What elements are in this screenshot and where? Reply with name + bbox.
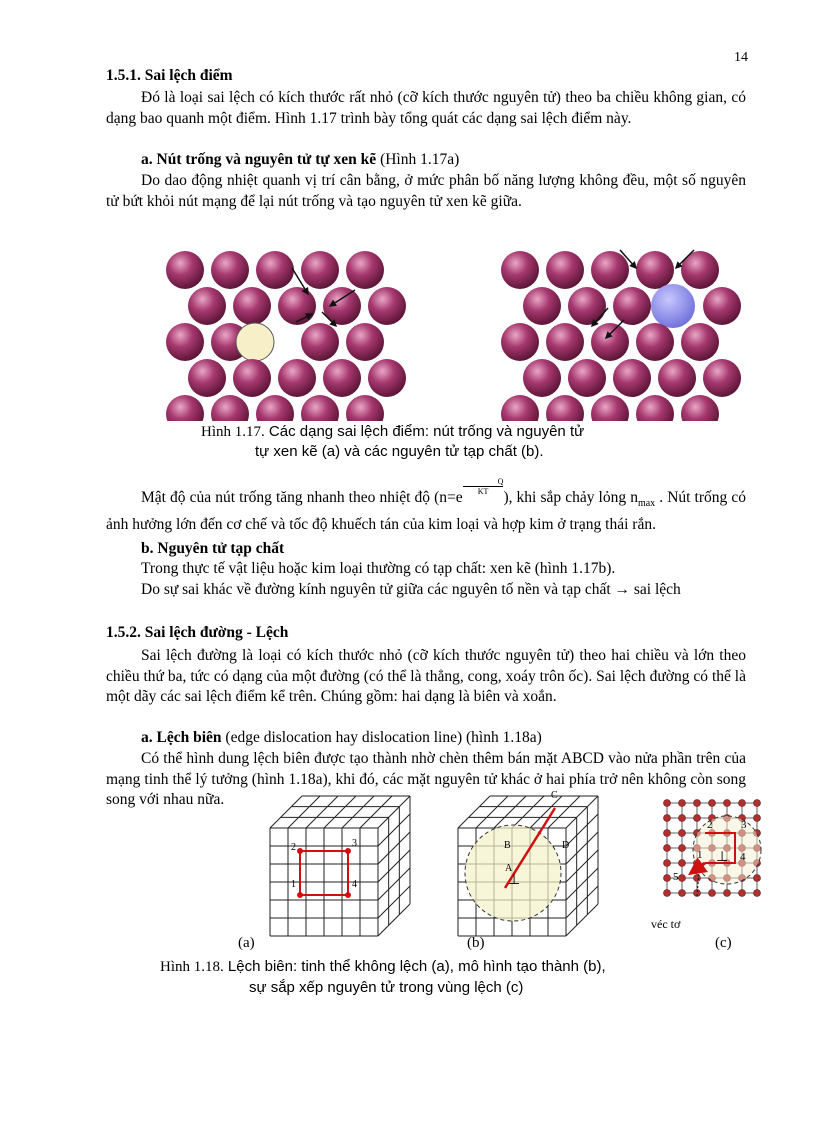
page-number: 14 <box>734 50 748 65</box>
atom <box>346 395 384 421</box>
atom <box>301 323 339 361</box>
point-label: D <box>562 840 570 851</box>
point-label: 2 <box>291 842 296 853</box>
atom <box>694 875 701 882</box>
exponent-fraction: $\frac{Q}{KT}$ <box>463 477 504 496</box>
atom <box>694 800 701 807</box>
atom <box>703 287 741 325</box>
impurity-paragraph-1: Trong thực tế vật liệu hoặc kim loại thường có tạp chất: xen kẽ (hình 1.17b). <box>141 560 616 577</box>
point-label: B <box>504 840 511 851</box>
atom <box>613 359 651 397</box>
point-label: 3 <box>741 819 747 831</box>
atom <box>591 395 629 421</box>
atom <box>679 860 686 867</box>
atom <box>211 251 249 289</box>
subfigure-label-b: (b) <box>467 935 485 951</box>
atom <box>346 251 384 289</box>
atom <box>233 359 271 397</box>
atom <box>568 359 606 397</box>
section-1-5-1-paragraph: Đó là loại sai lệch có kích thước rất nhỏ (cỡ kích thước nguyên tử) theo ba chiều không gian, có dạng bao quanh một điểm. Hình 1.17 trình bày tổng quát các dạng sai lệch điểm này. <box>106 89 746 127</box>
atom <box>346 323 384 361</box>
section-heading-1-5-1: 1.5.1. Sai lệch điểm <box>106 67 233 84</box>
atom <box>664 875 671 882</box>
subheading-impurity: b. Nguyên tử tạp chất <box>141 540 285 557</box>
atom <box>368 287 406 325</box>
atom <box>681 395 719 421</box>
atom <box>188 287 226 325</box>
atom <box>301 395 339 421</box>
subheading-vacancy: a. Nút trống và nguyên tử tự xen kẽ <box>141 151 377 168</box>
atom <box>754 815 761 822</box>
atom <box>166 323 204 361</box>
atom <box>166 251 204 289</box>
figure-1-17-caption-line1: Hình 1.17. Các dạng sai lệch điểm: nút trống và nguyên tử <box>201 423 585 440</box>
atom <box>664 800 671 807</box>
figure-1-18a-cube <box>270 796 410 936</box>
atom <box>664 830 671 837</box>
point-label: 1 <box>291 879 296 890</box>
atom <box>546 395 584 421</box>
atom <box>754 875 761 882</box>
atom <box>724 890 731 897</box>
atom <box>636 395 674 421</box>
atom <box>679 800 686 807</box>
atom <box>568 287 606 325</box>
atom <box>278 359 316 397</box>
atom <box>739 890 746 897</box>
impurity-atom <box>651 284 695 328</box>
atom <box>301 251 339 289</box>
section-heading-1-5-2: 1.5.2. Sai lệch đường - Lệch <box>106 624 289 641</box>
figure-1-18-caption-line1: Hình 1.18. Lệch biên: tinh thể không lệch (a), mô hình tạo thành (b), <box>160 958 606 975</box>
point-label: A <box>505 863 513 874</box>
atom <box>188 359 226 397</box>
edge-dislocation-paragraph: Có thể hình dung lệch biên được tạo thành nhờ chèn thêm bán mặt ABCD vào nửa phần trên của mạng tinh thể lý tưởng (hình 1.18a), khi đó, các mặt nguyên tử khác ở hai phía trở nên không còn song song với nhau nữa. <box>106 750 746 808</box>
figure-1-17-caption-line2: tự xen kẽ (a) và các nguyên tử tạp chất (b). <box>255 443 544 460</box>
dislocation-symbol: ⊥ <box>508 872 521 888</box>
atom <box>591 251 629 289</box>
atom <box>636 323 674 361</box>
atom <box>679 845 686 852</box>
figure-1-17-caption-label: Hình 1.17. <box>201 424 265 440</box>
section-1-5-2-paragraph: Sai lệch đường là loại có kích thước nhỏ (cỡ kích thước nguyên tử) theo hai chiều và lớn theo chiều thứ ba, tức có dạng của một đường (có thể là thẳng, cong, xoáy trôn ốc). Sai lệch đường có thể là một dãy các sai lệch điểm kể trên. Chúng gồm: hai dạng là biên và xoắn. <box>106 647 746 705</box>
subfigure-label-a: (a) <box>238 935 255 951</box>
atom <box>166 395 204 421</box>
point-label: 5 <box>673 871 679 883</box>
atom <box>709 890 716 897</box>
figure-1-17a-vacancy-lattice <box>166 251 406 421</box>
atom <box>211 395 249 421</box>
figure-1-18-caption-label: Hình 1.18. <box>160 959 224 975</box>
atom <box>546 323 584 361</box>
density-paragraph: Mật độ của nút trống tăng nhanh theo nhiệt độ (n=e $\frac{Q}{KT}$), khi sắp chảy lỏng $n_{max}$ . Nút trống có ảnh hưởng lớn đến cơ chế và tốc độ khuếch tán của kim loại và hợp kim ở trạng thái rắn. <box>106 477 746 533</box>
dislocation-symbol: ⊥ <box>716 849 729 865</box>
atom <box>591 323 629 361</box>
atom <box>679 830 686 837</box>
point-label: 1 <box>697 849 703 861</box>
atom <box>679 875 686 882</box>
subfigure-label-c: (c) <box>715 935 732 951</box>
figure-1-18-caption-line2: sự sắp xếp nguyên tử trong vùng lệch (c) <box>249 979 524 996</box>
atom <box>546 251 584 289</box>
atom <box>233 287 271 325</box>
atom <box>664 890 671 897</box>
point-label: 4 <box>352 879 357 890</box>
vacancy-site <box>236 323 274 361</box>
atom <box>664 845 671 852</box>
atom <box>754 890 761 897</box>
point-label: 4 <box>740 851 746 863</box>
atom <box>323 359 361 397</box>
atom <box>523 359 561 397</box>
atom <box>739 800 746 807</box>
vacancy-paragraph: Do dao động nhiệt quanh vị trí cân bằng, ở mức phân bố năng lượng không đều, một số nguyên tử bứt khỏi nút mạng để lại nút trống và tạo nguyên tử xen kẽ giữa. <box>106 172 746 210</box>
atom <box>664 860 671 867</box>
atom <box>681 323 719 361</box>
atom <box>278 287 316 325</box>
atom <box>523 287 561 325</box>
point-label: 3 <box>352 838 357 849</box>
atom <box>664 815 671 822</box>
atom <box>703 359 741 397</box>
atom <box>501 251 539 289</box>
atom <box>256 251 294 289</box>
atom <box>724 800 731 807</box>
vector-label: véc tơ <box>651 917 681 931</box>
atom <box>501 323 539 361</box>
atom <box>694 815 701 822</box>
subheading-a-row <box>141 150 741 171</box>
atom <box>501 395 539 421</box>
subheading-edge: a. Lệch biên <box>141 729 222 746</box>
atom <box>754 800 761 807</box>
figure-1-18 <box>255 788 775 948</box>
atom <box>658 359 696 397</box>
atom <box>256 395 294 421</box>
subheading-edge-row: a. Lệch biên (edge dislocation hay dislocation line) (hình 1.18a) <box>141 729 542 746</box>
atom <box>709 800 716 807</box>
atom <box>368 359 406 397</box>
impurity-paragraph-2: Do sự sai khác về đường kính nguyên tử giữa các nguyên tố nền và tạp chất → sai lệch <box>141 581 681 598</box>
point-label: 2 <box>707 819 713 831</box>
atom <box>679 890 686 897</box>
subheading-vacancy-ref: (Hình 1.17a) <box>380 151 460 168</box>
atom <box>636 251 674 289</box>
point-label: C <box>551 790 558 801</box>
figure-1-17b-impurity-lattice <box>498 246 748 421</box>
atom <box>679 815 686 822</box>
atom <box>613 287 651 325</box>
